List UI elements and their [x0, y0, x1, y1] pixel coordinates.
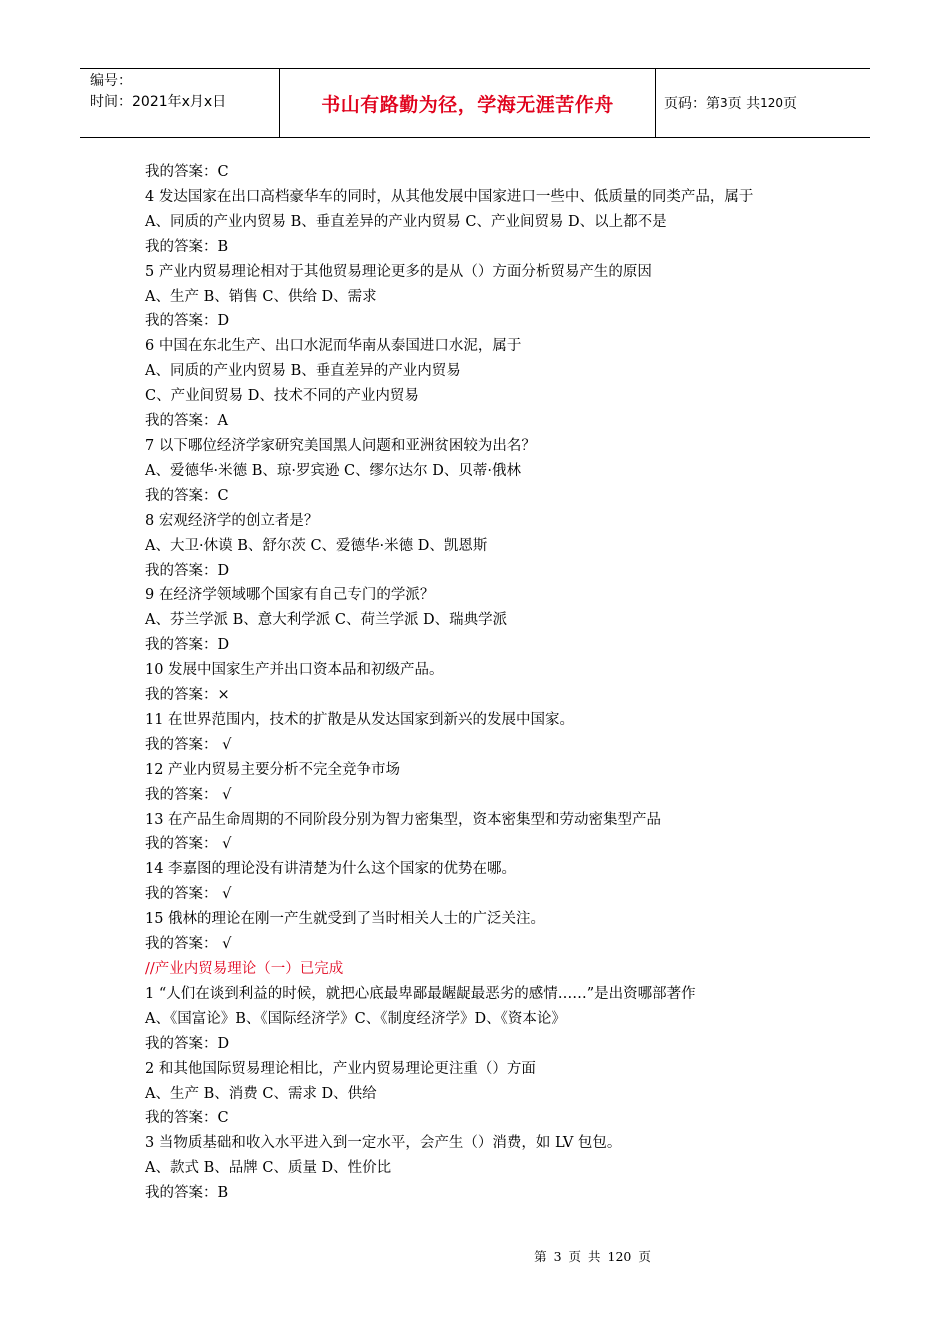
- text-line: 2 和其他国际贸易理论相比，产业内贸易理论更注重（）方面: [145, 1060, 536, 1077]
- text-line: A、同质的产业内贸易 B、垂直差异的产业内贸易 C、产业间贸易 D、以上都不是: [145, 213, 667, 230]
- text-line: 我的答案：B: [145, 1185, 229, 1202]
- text-line: 我的答案： √: [145, 886, 232, 903]
- text-line: 10 发展中国家生产并出口资本品和初级产品。: [145, 662, 444, 679]
- page-prefix: 页码：第: [664, 96, 720, 112]
- section-heading: //产业内贸易理论（一）已完成: [145, 961, 344, 977]
- text-line: 8 宏观经济学的创立者是？: [145, 512, 319, 529]
- text-line: A、芬兰学派 B、意大利学派 C、荷兰学派 D、瑞典学派: [145, 612, 508, 629]
- text-line: 我的答案：B: [145, 238, 229, 255]
- text-line: 我的答案：D: [145, 1035, 230, 1052]
- text-line: 15 俄林的理论在刚一产生就受到了当时相关人士的广泛关注。: [145, 911, 546, 928]
- text-line: C、产业间贸易 D、技术不同的产业内贸易: [145, 388, 419, 405]
- text-line: 我的答案：C: [145, 1110, 229, 1127]
- text-line: 我的答案：C: [145, 487, 229, 504]
- text-line: A、生产 B、销售 C、供给 D、需求: [145, 288, 377, 305]
- text-line: 11 在世界范围内，技术的扩散是从发达国家到新兴的发展中国家。: [145, 711, 575, 728]
- text-line: 我的答案：D: [145, 562, 230, 579]
- text-line: 4 发达国家在出口高档豪华车的同时，从其他发展中国家进口一些中、低质量的同类产品，属于: [145, 188, 754, 205]
- date-label: 时间：2021年x月x日: [90, 94, 227, 110]
- text-line: 我的答案： √: [145, 936, 232, 953]
- text-line: A、《国富论》B、《国际经济学》C、《制度经济学》D、《资本论》: [145, 1010, 566, 1027]
- text-line: 5 产业内贸易理论相对于其他贸易理论更多的是从（）方面分析贸易产生的原因: [145, 263, 652, 280]
- text-line: A、生产 B、消费 C、需求 D、供给: [145, 1085, 377, 1102]
- text-line: 我的答案：D: [145, 313, 230, 330]
- text-line: A、同质的产业内贸易 B、垂直差异的产业内贸易: [145, 363, 461, 380]
- page-footer: 第 3 页 共 120 页: [534, 1249, 651, 1264]
- text-line: 我的答案： √: [145, 836, 232, 853]
- text-line: 我的答案： √: [145, 786, 232, 803]
- header-motto: 书山有路勤为径，学海无涯苦作舟: [280, 69, 656, 137]
- text-line: 3 当物质基础和收入水平进入到一定水平，会产生（）消费，如 LV 包包。: [145, 1135, 622, 1152]
- text-line: 我的答案： √: [145, 736, 232, 753]
- header-meta: [80, 69, 280, 137]
- text-line: 14 李嘉图的理论没有讲清楚为什么这个国家的优势在哪。: [145, 861, 517, 878]
- text-line: A、大卫·休谟 B、舒尔茨 C、爱德华·米德 D、凯恩斯: [145, 537, 488, 554]
- text-line: 我的答案：A: [145, 413, 228, 430]
- text-line: A、款式 B、品牌 C、质量 D、性价比: [145, 1160, 392, 1177]
- page-current: 3: [720, 96, 728, 110]
- text-line: 我的答案：×: [145, 687, 230, 704]
- text-line: 我的答案：D: [145, 637, 230, 654]
- page-suffix: 页: [783, 96, 797, 112]
- code-label: 编号：: [90, 73, 132, 89]
- text-line: 1 “人们在谈到利益的时候，就把心底最卑鄙最龌龊最恶劣的感情……”是出资哪部著作: [145, 985, 696, 1002]
- page-header: [80, 68, 870, 138]
- text-line: 7 以下哪位经济学家研究美国黑人问题和亚洲贫困较为出名？: [145, 437, 536, 454]
- page-mid: 页 共: [727, 96, 761, 112]
- text-line: 12 产业内贸易主要分析不完全竞争市场: [145, 761, 401, 778]
- header-page-info: [656, 69, 870, 137]
- document-body: [145, 160, 825, 1206]
- text-line: 13 在产品生命周期的不同阶段分别为智力密集型，资本密集型和劳动密集型产品: [145, 811, 662, 828]
- page-total: 120: [760, 96, 783, 110]
- text-line: A、爱德华·米德 B、琼·罗宾逊 C、缪尔达尔 D、贝蒂·俄林: [145, 462, 521, 479]
- text-line: 6 中国在东北生产、出口水泥而华南从泰国进口水泥，属于: [145, 338, 522, 355]
- text-line: 我的答案：C: [145, 164, 229, 180]
- text-line: 9 在经济学领域哪个国家有自己专门的学派？: [145, 587, 435, 604]
